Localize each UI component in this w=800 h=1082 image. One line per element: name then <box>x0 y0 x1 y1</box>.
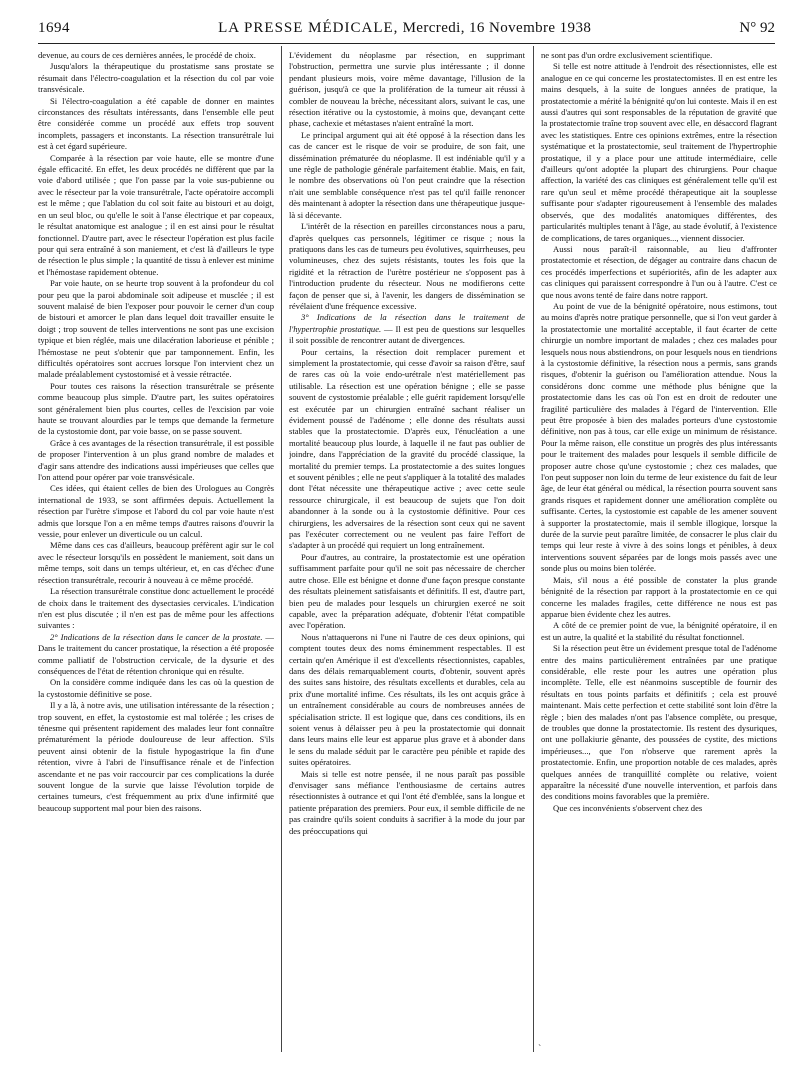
paragraph: Pour toutes ces raisons la résection transurétrale se présente comme beaucoup plus simple. D'autre part, les suites opératoires sont généralement bien plus courtes, celles de l'excision par voie haute se trouvant alourdies par le temps que demande la fermeture de la cystostomie dont, par voie basse, on se passe souvent. <box>38 380 274 437</box>
paragraph: On la considère comme indiquée dans les cas où la question de la cystostomie définitive se pose. <box>38 677 274 699</box>
paragraph: devenue, au cours de ces dernières années, le procédé de choix. <box>38 50 256 60</box>
journal-title: LA PRESSE MÉDICALE, <box>218 20 399 36</box>
paragraph: L'évidement du néoplasme par résection, en supprimant l'obstruction, permettra une survie plus intéressante ; il donne pendant plusieurs mois, voire même davantage, l'illusion de la guérison, jusqu'à ce que la prolifération de la tumeur ait réussi à combler de nouveau la brèche, nécessitant alors, suivant le cas, une résection itérative ou la cystostomie, à moins que, devançant cette phase, cachexie et métastases n'aient entraîné la mort. <box>289 50 525 129</box>
paragraph: Aussi nous paraît-il raisonnable, au lieu d'affronter prostatectomie et résection, de dégager au contraire dans chacun de ces procédés imperfections et supériorités, afin de les adapter aux cas cliniques qui paraissent correspondre à l'un ou à l'autre. C'est ce que nous avons tenté de faire dans notre rapport. <box>541 243 777 300</box>
paragraph: Il y a là, à notre avis, une utilisation intéressante de la résection ; trop souvent, en effet, la cystostomie est mal tolérée ; les crises de ténesme qui présentent rapidement des malades leur font connaître prématurément la période douloureuse de leur affection. S'ils peuvent ainsi obtenir de la fistule hypogastrique la fin d'une rétention, vivre à l'abri de l'insuffisance rénale et de l'infection ascendante et ne pas voir raccourcir par ces complications la durée souvent longue de la survie que laisse l'évolution torpide de certaines tumeurs, c'est fréquemment au prix d'une infirmité que beaucoup supportent mal pour bien des raisons. <box>38 700 274 813</box>
text-column-2 <box>289 50 525 1050</box>
paragraph: La résection transurétrale constitue donc actuellement le procédé de choix dans le traitement des dysectasies cervicales. L'indication n'en est plus discutée ; il n'en est pas de même pour les affections suivantes : <box>38 586 274 631</box>
section-heading: 2° Indications de la résection dans le cancer de la prostate. <box>50 631 263 642</box>
paragraph: Mais, s'il nous a été possible de constater la plus grande bénignité de la résection par rapport à la prostatectomie en ce qui concerne les malades fragiles, cette différence ne nous est pas apparue bien évidente chez les autres. <box>541 574 777 619</box>
page-header <box>38 20 775 40</box>
article-body <box>38 50 778 1050</box>
paragraph: 3° Indications de la résection dans le traitement de l'hypertrophie prostatique. — Il est peu de questions sur lesquelles il soit possible de rencontrer autant de divergences. <box>289 312 525 346</box>
text-column-3 <box>541 50 777 1050</box>
page-number: 1694 <box>38 20 70 36</box>
paragraph: A côté de ce premier point de vue, la bénignité opératoire, il en est un autre, la qualité et la stabilité du résultat fonctionnel. <box>541 620 777 642</box>
paragraph: Si telle est notre attitude à l'endroit des résectionnistes, elle est analogue en ce qui concerne les prostatectomistes. Il en est entre les mains desquels, à la suite de longues années de pratique, la prostatectomie a mérité la bénignité qu'on lui conteste. Mais il en est aussi d'autres qui sont responsables de la réputation de gravité que la prostatectomie traîne trop souvent avec elle, en désaccord flagrant avec les statistiques. Entre ces opinions extrêmes, entre la résection systématique et la prostatectomie, seul traitement de l'hypertrophie prostatique, il y a place pour une attitude intermédiaire, celle d'ailleurs qu'ont adoptée la plupart des chirurgiens. Pour chaque affection, la variété des cas cliniques est généralement telle qu'il est rare qu'un seul et même procédé thérapeutique ait la souplesse suffisante pour s'adapter rigoureusement à l'ensemble des malades observés, que des modalités anatomiques différentes, des particularités multiples tenant à l'âge, au stade évolutif, à l'existence de complications, de tares organiques..., viennent dissocier. <box>541 61 777 243</box>
scan-mark: ` <box>538 1044 542 1055</box>
issue-date: Mercredi, 16 Novembre 1938 <box>402 20 592 36</box>
paragraph: Grâce à ces avantages de la résection transurétrale, il est possible de proposer l'intervention à un plus grand nombre de malades et d'agir sans attendre des indications aussi impérieuses que celles que l'on attend pour opérer par voie transvésicale. <box>38 437 274 483</box>
paragraph: Nous n'attaquerons ni l'une ni l'autre de ces deux opinions, qui comptent toutes deux des noms éminemment respectables. Il est certain qu'en Amérique il est d'excellents résectionnistes, capables, dans des délais remarquablement courts, d'obtenir, souvent après des suites sans histoire, des résultats excellents et durables, cela au prix d'une mortalité infime. Ces résultats, ils les ont acquis grâce à un entraînement considérable au cours de nombreuses années de spécialisation stricte. Il est logique que, dans ces conditions, ils en soient venus à délaisser peu à peu la prostatectomie qui donnait dans leurs mains elle leur est apparue plus grave et à abonder dans le sens du malade séduit par le caractère peu pénible et rapide des suites opératoires. <box>289 631 525 768</box>
paragraph: ne sont pas d'un ordre exclusivement scientifique. <box>541 50 713 60</box>
paragraph: Si la résection peut être un évidement presque total de l'adénome entre des mains particulièrement entraînées par une pratique considérable, elle reste pour les autres une opération plus incomplète. Telle, elle est néanmoins susceptible de fournir des résultats en tous points parfaits et définitifs ; cela est prouvé maintenant. Mais cette perfection et cette stabilité sont loin d'être la règle ; bien des malades n'ont pas l'absence complète, ou presque, de troubles que donne la prostatectomie. Ils restent des dysuriques, ont une pollakiurie gênante, des poussées de cystite, des mictions impérieuses..., que l'on n'observe que rarement après la prostatectomie. Enfin, une proportion notable de ces malades, après quelques années de tranquillité complète ou relative, voient apparaître la nécessité d'une nouvelle intervention, et parfois dans des conditions moins favorables que la première. <box>541 643 777 802</box>
paragraph: Pour certains, la résection doit remplacer purement et simplement la prostatectomie, qui cesse d'avoir sa raison d'être, sauf de rares cas où la voie endo-urétrale n'est matériellement pas utilisable. La résection est une opération bénigne ; elle se passe souvent de cystostomie préalable ; elle guérit rapidement lorsqu'elle est exécutée par un chirurgien entraîné sachant réaliser un évidement poussé de l'adénome ; elle donne des résultats aussi stables que la prostatectomie. D'après eux, l'énucléation a une mortalité beaucoup plus lourde, à laquelle il ne faut pas oublier de joindre, dans l'appréciation de la gravité du procédé classique, la mortalité du premier temps. La prostatectomie a des suites longues et souvent pénibles ; elle ne peut s'appliquer à la totalité des malades dont l'état nécessite une thérapeutique active ; avec cette seule ressource chirurgicale, il est beaucoup de sujets que l'on doit abandonner à la sonde ou à la cystostomie définitive. Pour ces chirurgiens, les adversaires de la résection sont ceux qui ne savent pas l'exécuter correctement ou ne veulent pas faire l'effort de s'adapter à un procédé qui requiert un long entraînement. <box>289 346 525 551</box>
paragraph: Que ces inconvénients s'observent chez des <box>553 802 703 813</box>
running-title <box>218 20 591 37</box>
section-heading: 3° Indications de la résection dans le traitement de l'hypertrophie prostatique. <box>289 312 525 334</box>
issue-number: N° 92 <box>739 20 775 36</box>
paragraph: Jusqu'alors la thérapeutique du prostatisme sans prostate se résumait dans l'électro-coagulation et la résection du col par voie transvésicale. <box>38 61 274 95</box>
header-rule <box>38 43 775 44</box>
paragraph: Comparée à la résection par voie haute, elle se montre d'une égale efficacité. En effet, les deux procédés ne diffèrent que par la voie d'abord utilisée ; que l'on passe par la voie sus-pubienne ou avec le résecteur par la voie transurétrale, l'acte opératoire accompli est le même ; que l'ablation du col soit faite au bistouri et au doigt, en un seul bloc, ou qu'elle le soit à l'anse électrique et par copeaux, le résultat anatomique est analogue ; il en est ainsi pour le résultat fonctionnel. D'autre part, avec le résecteur l'opération est plus facile pour qui sera entraîné à son maniement, et c'est là d'ailleurs le type de résection le plus simple ; la quantité de tissu à enlever est minime et l'hémostase rapidement obtenue. <box>38 152 274 277</box>
paragraph: 2° Indications de la résection dans le cancer de la prostate. — Dans le traitement du cancer prostatique, la résection a été proposée comme palliatif de l'obstruction cervicale, de la dysurie et des conséquences de l'état de rétention chronique qui en résulte. <box>38 631 274 676</box>
paragraph: Pour d'autres, au contraire, la prostatectomie est une opération suffisamment parfaite pour qu'il ne soit pas nécessaire de chercher autre chose. Elle est bénigne et donne d'une façon presque constante des résultats pleinement satisfaisants et définitifs. Il est, d'autre part, bien peu de malades pour lesquels un chirurgien exercé ne soit capable, avec la préparation adéquate, d'obtenir l'état compatible avec l'opération. <box>289 551 525 631</box>
paragraph: Si l'électro-coagulation a été capable de donner en maintes circonstances des résultats intéressants, dans l'ensemble elle peut être considérée comme un procédé aux effets trop souvent incomplets, passagers et inconstants. La résection transurétrale lui est à cet égard supérieure. <box>38 95 274 152</box>
paragraph: Par voie haute, on se heurte trop souvent à la profondeur du col pour peu que la paroi abdominale soit adipeuse et musclée ; il est souvent malaisé de bien l'exposer pour pouvoir le cerner d'un coup de bistouri et amorcer le plan dans lequel doit travailler ensuite le doigt ; trop souvent de telles interventions ne sont pas une excision typique et bien réglée, mais une dilacération laborieuse et pénible ; l'hémostase ne peut s'obtenir que par tamponnement. Enfin, les difficultés opératoires sont accrues lorsque l'on intervient chez un malade préalablement cystostomisé et à vessie rétractée. <box>38 278 274 380</box>
text-column-1 <box>38 50 274 1050</box>
paragraph: Mais si telle est notre pensée, il ne nous paraît pas possible d'envisager sans méfiance l'enthousiasme de certains autres résectionnistes à outrance et qui l'ont été d'emblée, sans la longue et patiente préparation des premiers. Pour eux, il semble difficile de ne pas craindre qu'ils soient conduits à sacrifier à la mode du jour par des préoccupations qui <box>289 768 525 836</box>
paragraph: Le principal argument qui ait été opposé à la résection dans les cas de cancer est le risque de voir se produire, de son fait, une dissémination prématurée du néoplasme. Il est indéniable qu'il y a une règle de pathologie générale parfaitement établie. Mais, en fait, le nombre des observations où l'on peut craindre que la résection n'ait une semblable conséquence n'est pas tel qu'il faille renoncer dès maintenant à adopter la résection dans une thérapeutique jusque-là si décevante. <box>289 129 525 220</box>
paragraph: Ces idées, qui étaient celles de bien des Urologues au Congrès international de 1933, se sont affirmées depuis. Actuellement la résection par l'urètre s'impose et l'abord du col par voie haute n'est admis que lorsque l'on a en même temps d'autres raisons d'ouvrir la vessie, pour enlever un diverticule ou un calcul. <box>38 483 274 540</box>
paragraph: Au point de vue de la bénignité opératoire, nous estimons, tout au moins d'après notre pratique personnelle, que si l'on veut garder à la prostatectomie une mortalité acceptable, il faut écarter de cette chirurgie un nombre important de malades ; chez ces malades pour lesquels nous nous abstiendrons, on pour lesquels nous en tiendrions à la cystostomie définitive, la résection nous a permis, sans grands risques, d'obtenir la guérison ou l'amélioration attendue. Nous la considérons donc comme une méthode plus bénigne que la prostatectomie dans les cas où l'on est en droit de redouter une fragilité particulière des malades à l'égard de l'intervention. Elle peut être proposée à bien des malades porteurs d'une cystostomie définitive, non pas à tous, car elle exige un minimum de résistance. Pour la même raison, elle constitue un progrès des plus intéressants pour le traitement des malades pour lesquels il semble difficile de proposer autre chose qu'une cystostomie ; chez ces malades, que l'on peut supposer non loin du terme de leur existence du fait de leur âge, de leur état général ou médical, la résection pourra souvent sans grands risques et rapidement donner une amélioration complète ou suffisante. Certes, la cystostomie est capable de les amener souvent à supporter la prostatectomie, mais il semble illogique, lorsque la durée de la survie peut paraître limitée, de consacrer le plus clair du temps qui leur reste à vivre à des soins longs et pénibles, à deux interventions souvent séparées par de longs mois passés avec une sonde plus ou moins bien tolérée. <box>541 300 777 574</box>
paragraph: Même dans ces cas d'ailleurs, beaucoup préfèrent agir sur le col avec le résecteur lorsqu'ils en possèdent le maniement, soit dans un même temps, soit dans un temps ultérieur, et, en cas d'échec d'une résection transurétrale, recourir à nouveau à ce même procédé. <box>38 540 274 585</box>
paragraph: L'intérêt de la résection en pareilles circonstances nous a paru, d'après quelques cas personnels, légitimer ce risque ; nous la pratiquons dans les cas de tumeurs peu évolutives, squirrheuses, peu volumineuses, chez des sujets résistants, toutes les fois que la rigidité et la rétraction de l'urètre postérieur ne s'opposent pas à l'introduction prudente du résecteur. Nous ne modifierons cette façon de penser que si, à l'avenir, les dangers de dissémination se révélaient d'une fréquence excessive. <box>289 221 525 311</box>
